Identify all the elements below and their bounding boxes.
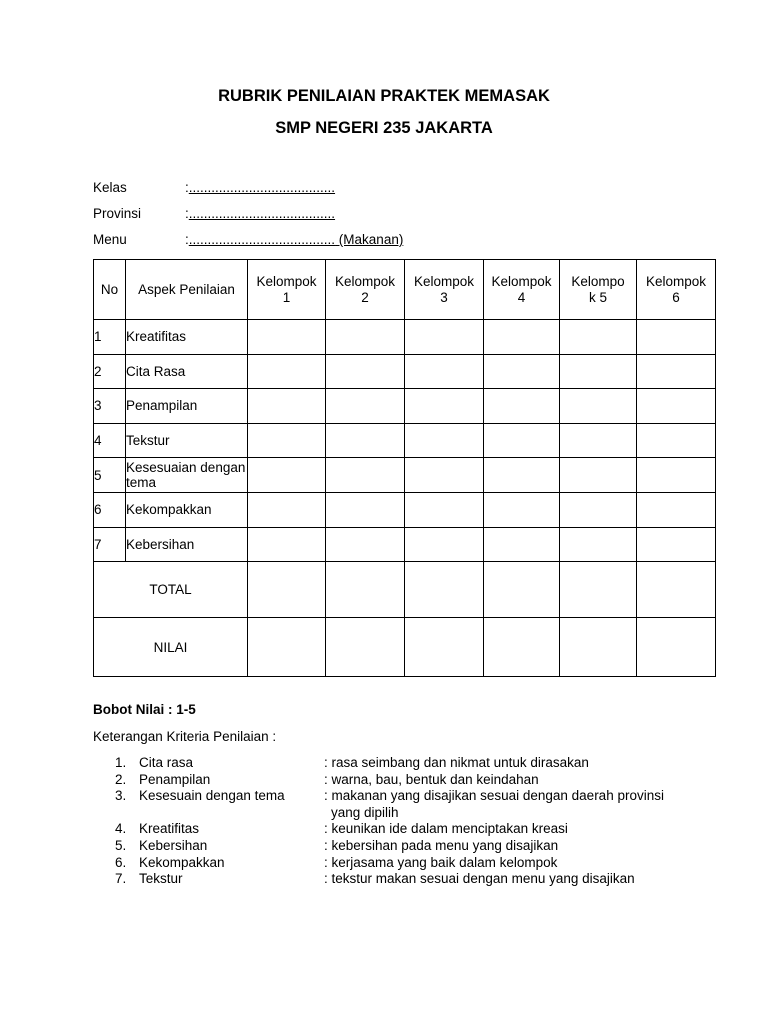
score-cell[interactable] (248, 458, 326, 493)
document-title: RUBRIK PENILAIAN PRAKTEK MEMASAK (218, 87, 550, 105)
score-cell[interactable] (484, 458, 560, 493)
table-row (94, 458, 716, 493)
table-header-row (94, 260, 716, 320)
colon: : (185, 180, 189, 195)
row-no: 6 (94, 492, 126, 527)
nilai-cell[interactable] (560, 618, 637, 677)
nilai-cell[interactable] (326, 618, 405, 677)
score-cell[interactable] (484, 527, 560, 562)
field-value[interactable] (185, 180, 335, 195)
item-name: Tekstur (139, 871, 183, 887)
row-no: 3 (94, 389, 126, 424)
header-kelompok-5 (560, 260, 637, 320)
score-cell[interactable] (560, 527, 637, 562)
item-name: Cita rasa (139, 755, 194, 770)
table-row (94, 320, 716, 355)
total-label: TOTAL (94, 562, 248, 618)
score-cell[interactable] (248, 320, 326, 355)
header-text: Kelompok 2 (334, 273, 396, 305)
colon: : (185, 232, 189, 247)
blank-line: ....................................... (188, 180, 336, 195)
header-kelompok-1 (248, 260, 326, 320)
score-cell[interactable] (248, 527, 326, 562)
score-cell[interactable] (637, 389, 716, 424)
total-row (94, 562, 716, 618)
score-cell[interactable] (637, 354, 716, 389)
header-text: Kelompok 3 (413, 273, 475, 305)
score-cell[interactable] (248, 389, 326, 424)
score-cell[interactable] (326, 527, 405, 562)
field-value[interactable] (185, 206, 335, 221)
score-cell[interactable] (248, 492, 326, 527)
header-kelompok-2 (326, 260, 405, 320)
score-cell[interactable] (560, 458, 637, 493)
table-row (94, 389, 716, 424)
table-row (94, 354, 716, 389)
header-text: Kelompo k 5 (571, 273, 625, 305)
row-aspek: Kekompakkan (126, 492, 248, 527)
score-cell[interactable] (326, 320, 405, 355)
row-no: 5 (94, 458, 126, 493)
rubric-table (93, 259, 716, 677)
score-cell[interactable] (560, 423, 637, 458)
row-aspek: Kreatifitas (126, 320, 248, 355)
nilai-cell[interactable] (484, 618, 560, 677)
score-cell[interactable] (326, 389, 405, 424)
item-desc: : rasa seimbang dan nikmat untuk dirasakan (324, 755, 589, 770)
header-text: Kelompok 1 (256, 273, 317, 305)
total-cell[interactable] (560, 562, 637, 618)
total-cell[interactable] (248, 562, 326, 618)
total-cell[interactable] (405, 562, 484, 618)
score-cell[interactable] (405, 527, 484, 562)
field-value[interactable] (185, 232, 403, 247)
item-desc: : makanan yang disajikan sesuai dengan daerah provinsi yang dipilih (324, 788, 664, 820)
item-number: 4. (115, 821, 127, 837)
item-desc: : keunikan ide dalam menciptakan kreasi (324, 821, 568, 837)
score-cell[interactable] (405, 492, 484, 527)
item-desc: : tekstur makan sesuai dengan menu yang disajikan (324, 871, 635, 887)
header-text: Kelompok 6 (645, 273, 707, 305)
header-text: Kelompok 4 (491, 273, 552, 305)
score-cell[interactable] (484, 389, 560, 424)
item-number: 2. (115, 771, 127, 787)
header-kelompok-6 (637, 260, 716, 320)
row-aspek: Cita Rasa (126, 354, 248, 389)
school-name: SMP NEGERI 235 JAKARTA (275, 119, 493, 137)
score-cell[interactable] (326, 354, 405, 389)
keterangan-title: Keterangan Kriteria Penilaian : (93, 729, 277, 744)
score-cell[interactable] (248, 423, 326, 458)
score-cell[interactable] (326, 492, 405, 527)
item-desc: : kerjasama yang baik dalam kelompok (324, 854, 558, 870)
item-number: 5. (115, 837, 127, 853)
score-cell[interactable] (637, 458, 716, 493)
field-suffix: (Makanan) (335, 232, 404, 247)
nilai-cell[interactable] (637, 618, 716, 677)
row-aspek: Tekstur (126, 423, 248, 458)
blank-line: ....................................... (188, 206, 336, 221)
table-row (94, 492, 716, 527)
score-cell[interactable] (637, 492, 716, 527)
score-cell[interactable] (560, 354, 637, 389)
header-kelompok-4 (484, 260, 560, 320)
score-cell[interactable] (637, 527, 716, 562)
bobot-nilai: Bobot Nilai : 1-5 (93, 702, 196, 717)
score-cell[interactable] (405, 458, 484, 493)
row-aspek: Kebersihan (126, 527, 248, 562)
header-no: No (94, 260, 126, 320)
item-name: Kesesuain dengan tema (139, 788, 285, 804)
total-cell[interactable] (484, 562, 560, 618)
table-row (94, 423, 716, 458)
row-no: 1 (94, 320, 126, 355)
item-number: 1. (115, 755, 127, 770)
score-cell[interactable] (326, 458, 405, 493)
score-cell[interactable] (560, 320, 637, 355)
score-cell[interactable] (405, 354, 484, 389)
score-cell[interactable] (405, 423, 484, 458)
nilai-label: NILAI (94, 618, 248, 677)
nilai-cell[interactable] (248, 618, 326, 677)
item-number: 7. (115, 871, 127, 887)
item-name: Penampilan (139, 771, 211, 787)
field-label: Provinsi (93, 206, 142, 221)
row-no: 7 (94, 527, 126, 562)
nilai-cell[interactable] (405, 618, 484, 677)
total-cell[interactable] (326, 562, 405, 618)
item-desc: : warna, bau, bentuk dan keindahan (324, 771, 539, 787)
field-label: Menu (93, 232, 127, 247)
score-cell[interactable] (484, 354, 560, 389)
row-aspek: Kesesuaian dengan tema (126, 458, 248, 493)
item-number: 3. (115, 788, 127, 804)
row-aspek: Penampilan (126, 389, 248, 424)
header-aspek: Aspek Penilaian (126, 260, 248, 320)
score-cell[interactable] (484, 423, 560, 458)
item-name: Kreatifitas (139, 821, 200, 837)
blank-line: ....................................... (188, 232, 336, 247)
row-no: 4 (94, 423, 126, 458)
score-cell[interactable] (560, 492, 637, 527)
score-cell[interactable] (484, 320, 560, 355)
total-cell[interactable] (637, 562, 716, 618)
row-no: 2 (94, 354, 126, 389)
item-name: Kekompakkan (139, 854, 225, 870)
item-desc: : kebersihan pada menu yang disajikan (324, 837, 559, 853)
colon: : (185, 206, 189, 221)
field-label: Kelas (93, 180, 127, 195)
score-cell[interactable] (326, 423, 405, 458)
table-row (94, 527, 716, 562)
score-cell[interactable] (560, 389, 637, 424)
score-cell[interactable] (405, 389, 484, 424)
score-cell[interactable] (405, 320, 484, 355)
header-kelompok-3 (405, 260, 484, 320)
score-cell[interactable] (248, 354, 326, 389)
nilai-row (94, 618, 716, 677)
item-number: 6. (115, 854, 127, 870)
score-cell[interactable] (637, 423, 716, 458)
item-name: Kebersihan (139, 837, 208, 853)
score-cell[interactable] (484, 492, 560, 527)
score-cell[interactable] (637, 320, 716, 355)
